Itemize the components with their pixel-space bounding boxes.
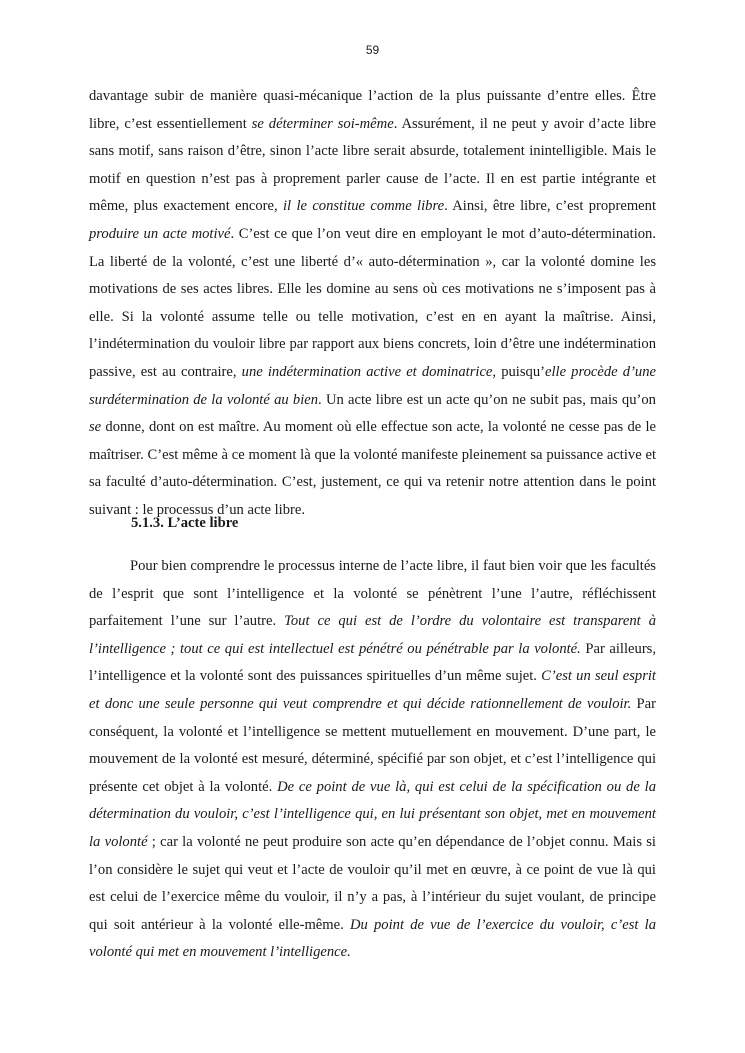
paragraph-liberty-self-determination (89, 83, 656, 525)
text-run: , puisqu’ (492, 363, 545, 380)
italic-run: Du point de vue de l’exercice du vouloir, c’est la volonté qui met en mouvement l’intelligence. (89, 916, 656, 961)
italic-run: produire un acte motivé (89, 225, 231, 242)
italic-run: Tout ce qui est de l’ordre du volontaire est transparent à l’intelligence ; tout ce qui est intellectuel est pénétré ou pénétrable par la volonté. (89, 613, 656, 657)
italic-run: une indétermination active et dominatrice (241, 363, 493, 380)
italic-run: elle procède d’une surdétermination de la volonté au bien (89, 363, 657, 408)
italic-run: C’est un seul esprit et donc une seule personne qui veut comprendre et qui décide rationnellement de vouloir. (89, 668, 656, 712)
page-number: 59 (365, 43, 380, 57)
paragraph-free-act-process (89, 553, 656, 967)
section-heading: 5.1.3. L’acte libre (131, 515, 239, 531)
text-run: Par ailleurs, l’intelligence et la volonté sont des puissances spirituelles d’un même sujet. (89, 640, 657, 685)
text-run: . Ainsi, être libre, c’est proprement (444, 198, 656, 215)
italic-run: De ce point de vue là, qui est celui de la spécification ou de la détermination du vouloir, c’est l’intelligence qui, en lui présentant son objet, met en mouvement la volonté (89, 778, 656, 850)
text-run: Pour bien comprendre le processus interne de l’acte libre, il faut bien voir que les facultés de l’esprit que sont l’intelligence et la volonté se pénètrent l’une l’autre, réfléchissent parfaitement l’une sur l’autre. (89, 558, 656, 630)
italic-run: se (89, 419, 102, 436)
text-run: . Assurément, il ne peut y avoir d’acte libre sans motif, sans raison d’être, sinon l’acte libre serait absurde, totalement inintelligible. Mais le motif en question n’est pas à proprement parler cause de l’acte. Il en est partie intégrante et même, plus exactement encore, (89, 115, 656, 215)
text-run: Par conséquent, la volonté et l’intelligence se mettent mutuellement en mouvement. D’une part, le mouvement de la volonté est mesuré, déterminé, spécifié par son objet, et c’est l’intelligence qui présente cet objet à la volonté. (89, 695, 656, 795)
text-run: ; car la volonté ne peut produire son acte qu’en dépendance de l’objet connu. Mais si l’on considère le sujet qui veut et l’acte de vouloir qu’il met en œuvre, à ce point de vue là qui est celui de l’exercice même du vouloir, il n’y a pas, à l’intérieur du sujet voulant, de principe qui soit antérieur à la volonté elle-même. (89, 833, 656, 933)
italic-run: il le constitue comme libre (283, 198, 445, 215)
text-run: . C’est ce que l’on veut dire en employant le mot d’auto-détermination. La liberté de la volonté, c’est une liberté d’« auto-détermination », car la volonté domine les motivations de ses actes libres. Elle les domine au sens où ces motivations ne s’imposent pas à elle. Si la volonté assume telle ou telle motivation, c’est en en ayant la maîtrise. Ainsi, l’indétermination du vouloir libre par rapport aux biens concrets, loin d’être une indétermination passive, est au contraire, (89, 225, 656, 380)
text-run: davantage subir de manière quasi-mécanique l’action de la plus puissante d’entre elles. Être libre, c’est essentiellement (89, 88, 656, 132)
text-run: donne, dont on est maître. Au moment où elle effectue son acte, la volonté ne cesse pas de le maîtriser. C’est même à ce moment là que la volonté manifeste pleinement sa puissance active et sa faculté d’auto-détermination. C’est, justement, ce qui va retenir notre attention dans le point suivant : le processus d’un acte libre. (89, 419, 656, 518)
text-run: . Un acte libre est un acte qu’on ne subit pas, mais qu’on (318, 391, 656, 408)
italic-run: se déterminer soi-même (251, 115, 394, 132)
